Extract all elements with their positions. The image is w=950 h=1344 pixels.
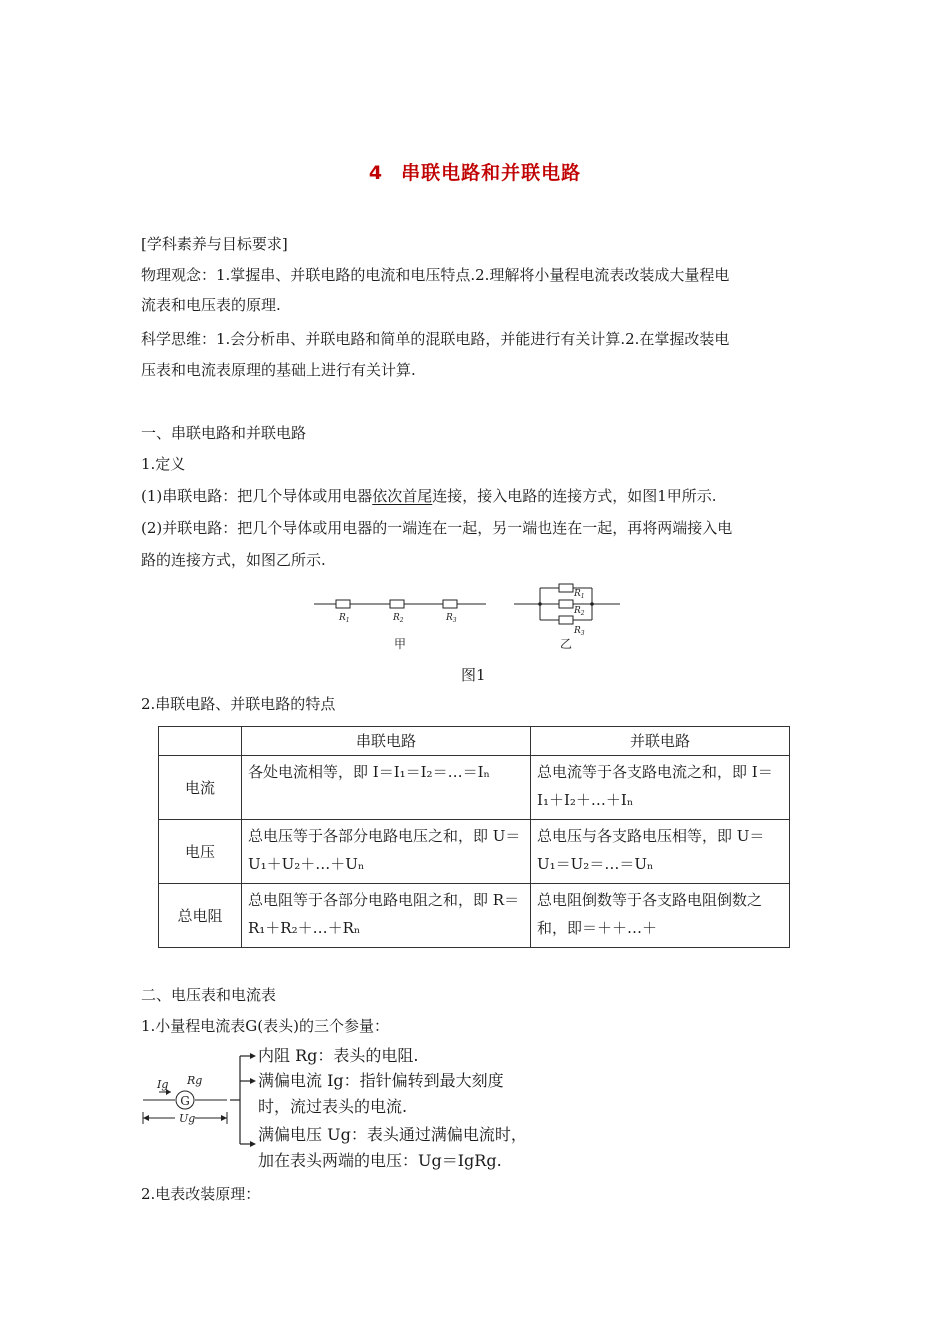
parallel-definition-line-2: 路的连接方式，如图乙所示. — [141, 551, 326, 569]
table-row — [159, 884, 790, 948]
parallel-definition-line-1: (2)并联电路：把几个导体或用电器的一端连在一起，另一端也连在一起，再将两端接入电 — [141, 519, 733, 537]
goals-heading: [学科素养与目标要求] — [141, 235, 288, 253]
series-def-text-post: 连接，接入电路的连接方式，如图1甲所示. — [432, 487, 717, 505]
svg-text:R2: $R_2$ — [574, 606, 585, 617]
figure-caption: 图1 — [461, 666, 486, 684]
series-r1-label: $R_1$ — [339, 613, 350, 624]
section2-heading: 二、电压表和电流表 — [141, 986, 277, 1004]
cell-resistance-parallel: 总电阻倒数等于各支路电阻倒数之和，即＝＋＋…＋ — [531, 884, 790, 948]
row-label-resistance: 总电阻 — [159, 884, 242, 948]
features-table — [158, 726, 790, 948]
goals-line-4: 压表和电流表原理的基础上进行有关计算. — [141, 361, 416, 379]
param-full-current-2: 时，流过表头的电流. — [258, 1097, 408, 1116]
cell-voltage-parallel: 总电压与各支路电压相等，即 U＝U₁＝U₂＝…＝Uₙ — [531, 820, 790, 884]
title-text: 串联电路和并联电路 — [401, 162, 582, 184]
series-def-text-pre: (1)串联电路：把几个导体或用电器 — [141, 487, 373, 505]
cell-voltage-series: 总电压等于各部分电路电压之和，即 U＝U₁＋U₂＋…＋Uₙ — [242, 820, 531, 884]
cell-resistance-series: 总电阻等于各部分电路电阻之和，即 R＝R₁＋R₂＋…＋Rₙ — [242, 884, 531, 948]
series-def-underlined: 依次首尾 — [372, 487, 433, 505]
param-full-current-1: 满偏电流 Ig：指针偏转到最大刻度 — [258, 1071, 504, 1090]
goals-line-2: 流表和电压表的原理. — [141, 296, 281, 314]
table-row — [159, 820, 790, 884]
row-label-voltage: 电压 — [159, 820, 242, 884]
series-circuit-diagram — [314, 600, 486, 608]
row-label-current: 电流 — [159, 756, 242, 820]
series-r3-label: $R_3$ — [446, 613, 457, 624]
col-header-series: 串联电路 — [242, 727, 531, 756]
galvanometer-params-heading: 1.小量程电流表G(表头)的三个参量： — [141, 1017, 389, 1035]
meter-conversion-heading: 2.电表改装原理： — [141, 1185, 261, 1203]
table-row — [159, 756, 790, 820]
figure-label-b: 乙 — [559, 637, 573, 651]
col-header-parallel: 并联电路 — [531, 727, 790, 756]
definition-heading: 1.定义 — [141, 455, 186, 473]
svg-text:R1: $R_1$ — [574, 589, 585, 600]
table-corner-cell — [159, 727, 242, 756]
ig-label: Ig — [157, 1078, 169, 1091]
page-title — [0, 158, 950, 185]
rg-label: Rg — [187, 1074, 203, 1087]
series-r2-label: $R_2$ — [393, 613, 404, 624]
param-full-voltage-1: 满偏电压 Ug：表头通过满偏电流时， — [258, 1125, 527, 1144]
cell-current-parallel: 总电流等于各支路电流之和，即 I＝I₁＋I₂＋…＋Iₙ — [531, 756, 790, 820]
table-header-row — [159, 727, 790, 756]
ug-label: Ug — [179, 1112, 196, 1125]
goals-line-3: 科学思维：1.会分析串、并联电路和简单的混联电路，并能进行有关计算.2.在掌握改装电 — [141, 330, 730, 348]
parallel-circuit-diagram — [514, 584, 620, 624]
branch-bracket — [228, 1048, 258, 1166]
title-number: 4 — [368, 162, 384, 184]
param-internal-resistance: 内阻 Rg：表头的电阻. — [258, 1046, 419, 1065]
features-heading: 2.串联电路、并联电路的特点 — [141, 695, 336, 713]
svg-text:R3: $R_3$ — [574, 626, 585, 637]
figure-1-circuits — [310, 582, 630, 654]
galvanometer-g-label: G — [180, 1094, 190, 1108]
section1-heading: 一、串联电路和并联电路 — [141, 424, 307, 442]
series-definition — [141, 485, 717, 507]
figure-label-a: 甲 — [393, 637, 407, 651]
cell-current-series: 各处电流相等，即 I＝I₁＝I₂＝…＝Iₙ — [242, 756, 531, 820]
goals-line-1: 物理观念：1.掌握串、并联电路的电流和电压特点.2.理解将小量程电流表改装成大量程电 — [141, 266, 730, 284]
param-full-voltage-2: 加在表头两端的电压：Ug＝IgRg. — [258, 1151, 502, 1170]
